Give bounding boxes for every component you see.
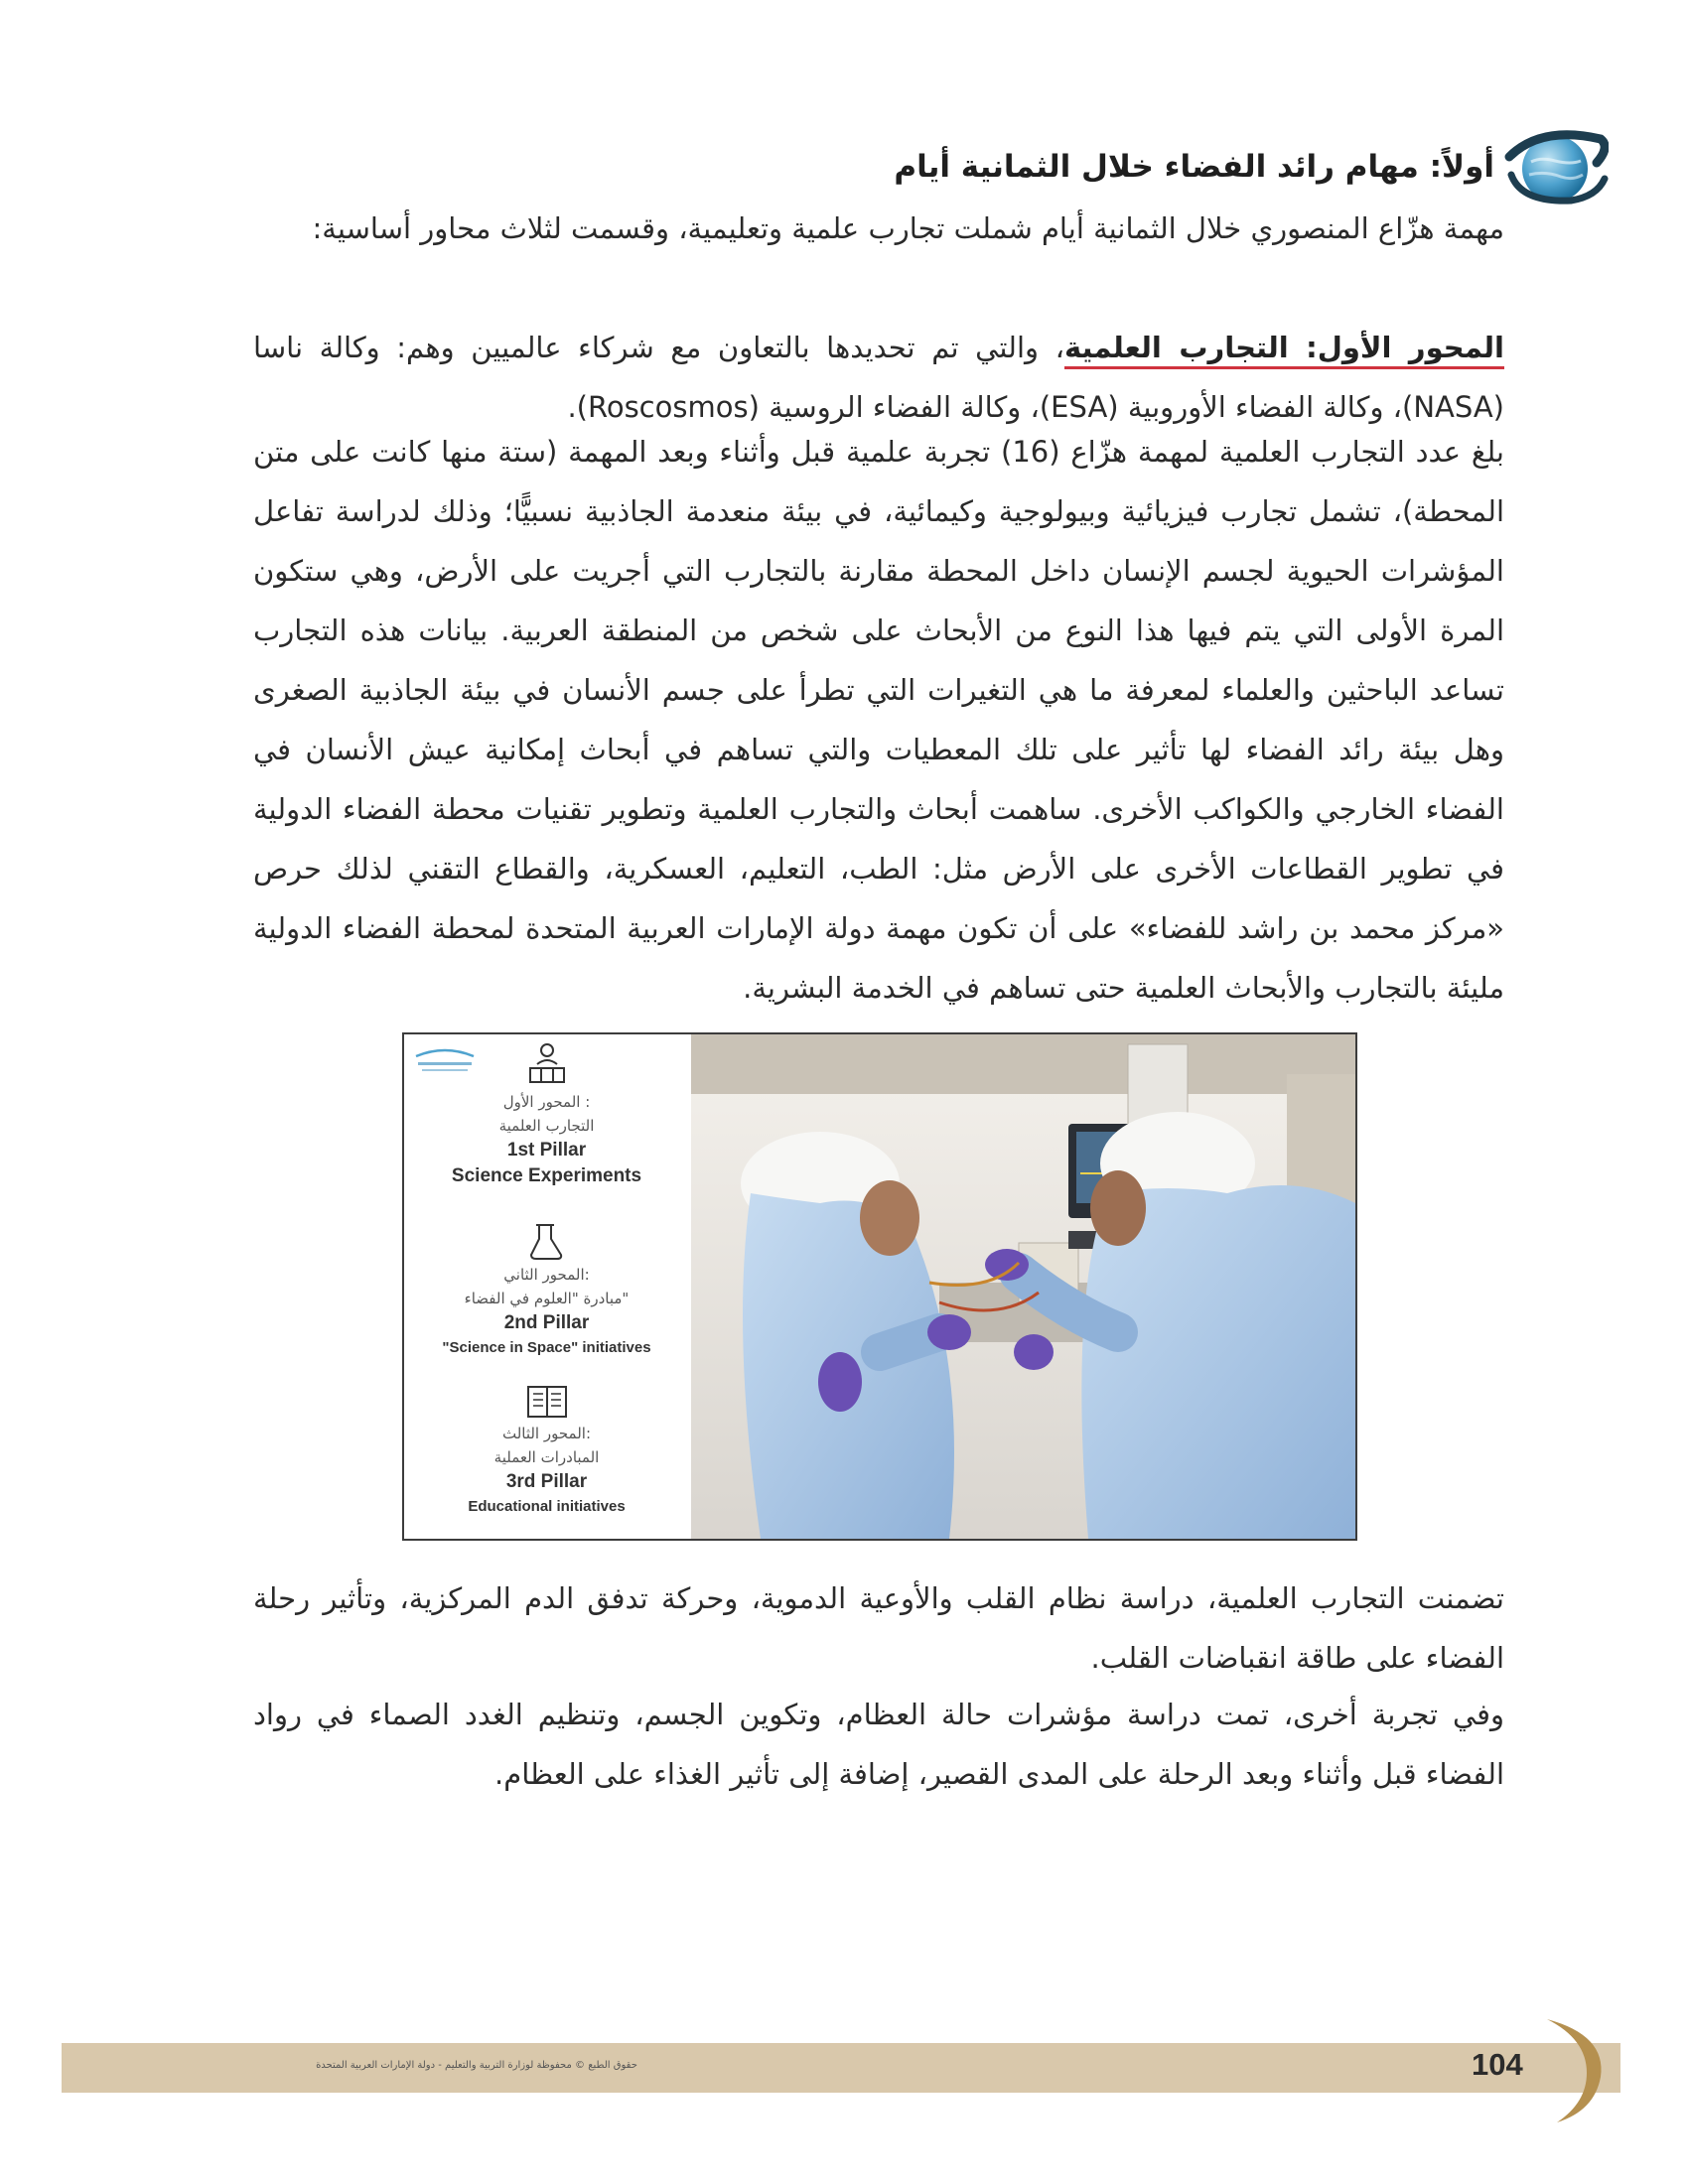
- pillar-1-ar-name: التجارب العلمية: [498, 1117, 595, 1135]
- after-figure-text-2: وفي تجربة أخرى، تمت دراسة مؤشرات حالة العظام، وتكوين الجسم، وتنظيم الغدد الصماء في رواد الفضاء قبل وأثناء وبعد الرحلة على المدى القصير، إضافة إلى تأثير الغذاء على العظام.: [253, 1698, 1504, 1791]
- details-paragraph: [253, 422, 1504, 1018]
- lab-photo: [691, 1034, 1355, 1539]
- pillar-1-en-label: 1st Pillar: [506, 1140, 587, 1160]
- pillar-one-title: المحور الأول: التجارب العلمية: [1064, 331, 1504, 369]
- pillar-2-en-name: "Science in Space" initiatives: [442, 1339, 651, 1356]
- pillar-2-ar-label: المحور الثاني:: [503, 1266, 590, 1284]
- pillar-1-ar-label: المحور الأول :: [502, 1093, 591, 1111]
- after-figure-text-1: تضمنت التجارب العلمية، دراسة نظام القلب والأوعية الدموية، وحركة تدفق الدم المركزية، وتأثير رحلة الفضاء على طاقة انقباضات القلب.: [253, 1581, 1504, 1675]
- after-figure-paragraph-1: [253, 1569, 1504, 1688]
- after-figure-paragraph-2: [253, 1685, 1504, 1804]
- pillar-3-en-label: 3rd Pillar: [505, 1471, 588, 1492]
- pillar-1-block: [404, 1042, 689, 1189]
- page-number: 104: [1472, 2047, 1523, 2082]
- pillar-one-text: ، والتي تم تحديدها بالتعاون مع شركاء عالميين وهم: وكالة ناسا (NASA)، وكالة الفضاء الأوروبية (ESA)، وكالة الفضاء الروسية (Roscosmos).: [253, 331, 1504, 424]
- pillar-one-paragraph: [253, 318, 1504, 437]
- pillar-2-block: [404, 1221, 689, 1360]
- pillar-2-ar-name: مبادرة "العلوم في الفضاء": [464, 1290, 630, 1307]
- pillar-3-en-name: Educational initiatives: [468, 1498, 626, 1515]
- details-text: بلغ عدد التجارب العلمية لمهمة هزّاع (16) تجربة علمية قبل وأثناء وبعد المهمة (ستة منها كانت على متن المحطة)، تشمل تجارب فيزيائية وبيولوجية وكيمائية، في بيئة منعدمة الجاذبية نسبيًّا؛ وذلك لدراسة تفاعل المؤشرات الحيوية لجسم الإنسان داخل المحطة مقارنة بالتجارب التي أجريت على الأرض، وهي ستكون المرة الأولى التي يتم فيها هذا النوع من الأبحاث على شخص من المنطقة العربية. بيانات هذه التجارب تساعد الباحثين والعلماء لمعرفة ما هي التغيرات التي تطرأ على جسم الأنسان في بيئة الجاذبية الصغرى وهل بيئة رائد الفضاء لها تأثير على تلك المعطيات والتي تساهم في أبحاث إمكانية عيش الأنسان في الفضاء الخارجي والكواكب الأخرى. ساهمت أبحاث والتجارب العلمية وتطوير تقنيات محطة الفضاء الدولية في تطوير القطاعات الأخرى على الأرض مثل: الطب، التعليم، العسكرية، والقطاع التقني لذلك حرص «مركز محمد بن راشد للفضاء» على أن تكون مهمة دولة الإمارات العربية المتحدة لمحطة الفضاء الدولية مليئة بالتجارب والأبحاث العلمية حتى تساهم في الخدمة البشرية.: [253, 435, 1504, 1005]
- pillar-1-en-name: Science Experiments: [451, 1165, 642, 1186]
- pillars-panel: [404, 1034, 689, 1539]
- book-icon: [525, 1384, 569, 1420]
- pillar-3-ar-name: المبادرات العملية: [493, 1448, 600, 1466]
- flask-icon: [527, 1221, 567, 1261]
- figure-pillars-photo: [402, 1032, 1357, 1541]
- pillar-3-ar-label: المحور الثالث:: [501, 1425, 592, 1442]
- pillar-2-en-label: 2nd Pillar: [503, 1312, 590, 1333]
- section-heading: أولاً: مهام رائد الفضاء خلال الثمانية أيام: [894, 149, 1494, 185]
- pillar-one-text-block: [253, 318, 1504, 437]
- crescent-decoration-icon: [1537, 2015, 1607, 2124]
- intro-text: مهمة هزّاع المنصوري خلال الثمانية أيام شملت تجارب علمية وتعليمية، وقسمت لثلاث محاور أساسية:: [312, 211, 1504, 245]
- team-icon: [527, 1042, 567, 1088]
- pillar-3-block: [404, 1384, 689, 1519]
- footer-copyright: حقوق الطبع © محفوظة لوزارة التربية والتعليم - دولة الإمارات العربية المتحدة: [316, 2060, 637, 2071]
- planet-icon: [1501, 117, 1609, 216]
- intro-paragraph: [253, 199, 1504, 258]
